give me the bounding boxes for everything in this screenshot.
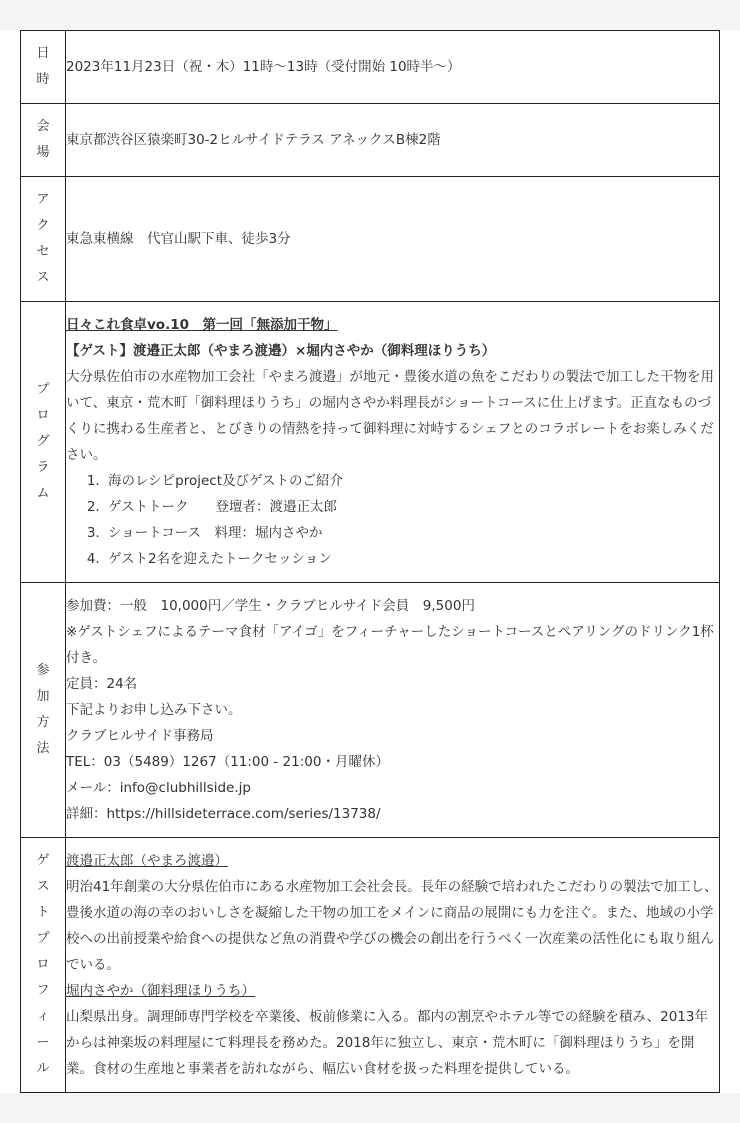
program-title: 日々これ食卓vo.10 第一回「無添加干物」 [66, 317, 338, 333]
guest1-name: 渡邉正太郎（やまろ渡邉） [66, 853, 228, 869]
date-text: 2023年11月23日（祝・木）11時〜13時（受付開始 10時半〜） [66, 31, 720, 104]
list-item: 3. ショートコース 料理：堀内さやか [104, 520, 719, 546]
venue-text: 東京都渋谷区猿楽町30-2ヒルサイドテラス アネックスB棟2階 [66, 104, 720, 177]
program-cell [66, 302, 720, 583]
note-text: ※ゲストシェフによるテーマ食材「アイゴ」をフィーチャーしたショートコースとペアリングのドリンク1杯付き。 [66, 624, 714, 666]
access-text: 東急東横線 代官山駅下車、徒歩3分 [66, 177, 720, 302]
tel-text: TEL：03（5489）1267（11:00 - 21:00・月曜休） [66, 754, 389, 770]
mail-text: メール：info@clubhillside.jp [66, 780, 251, 796]
participation-cell [66, 583, 720, 838]
row-header-venue: 会 場 [21, 104, 66, 177]
guest2-bio: 山梨県出身。調理師専門学校を卒業後、板前修業に入る。都内の割烹やホテル等での経験を積み、2013年からは神楽坂の料理屋にて料理長を務めた。2018年に独立し、東京・荒木町に「御料理ほりうち」を開業。食材の生産地と事業者を訪れながら、幅広い食材を扱った料理を提供している。 [66, 1009, 708, 1077]
program-description: 大分県佐伯市の水産物加工会社「やまろ渡邉」が地元・豊後水道の魚をこだわりの製法で加工した干物を用いて、東京・荒木町「御料理ほりうち」の堀内さやか料理長がショートコースに仕上げます。正直なものづくりに携わる生産者と、とびきりの情熱を持って御料理に対峙するシェフとのコラボレートをお楽しみください。 [66, 369, 714, 463]
profile-cell [66, 838, 720, 1093]
row-header-access: ア ク セ ス [21, 177, 66, 302]
row-header-date: 日 時 [21, 31, 66, 104]
table-row-date [21, 31, 720, 104]
page [0, 30, 740, 1093]
table-row-access [21, 177, 720, 302]
row-header-program: プ ロ グ ラ ム [21, 302, 66, 583]
detail-link[interactable]: 詳細：https://hillsideterrace.com/series/13738/ [66, 806, 381, 822]
row-header-profile: ゲ ス ト プ ロ フ ィ ー ル [21, 838, 66, 1093]
table-row-participation [21, 583, 720, 838]
table-row-profile [21, 838, 720, 1093]
program-guests: 【ゲスト】渡邉正太郎（やまろ渡邉）×堀内さやか（御料理ほりうち） [66, 343, 496, 359]
row-header-participation: 参 加 方 法 [21, 583, 66, 838]
guest1-bio: 明治41年創業の大分県佐伯市にある水産物加工会社会長。長年の経験で培われたこだわりの製法で加工し、豊後水道の海の幸のおいしさを凝縮した干物の加工をメインに商品の展開にも力を注ぐ。また、地域の小学校への出前授業や給食への提供など魚の消費や学びの機会の創出を行うべく一次産業の活性化にも取り組んでいる。 [66, 879, 718, 973]
table-row-program [21, 302, 720, 583]
fee-text: 参加費：一般 10,000円／学生・クラブヒルサイド会員 9,500円 [66, 598, 475, 614]
office-text: クラブヒルサイド事務局 [66, 728, 214, 744]
list-item: 1. 海のレシピproject及びゲストのご紹介 [104, 468, 719, 494]
list-item: 4. ゲスト2名を迎えたトークセッション [104, 546, 719, 572]
event-info-table [20, 30, 720, 1093]
guest2-name: 堀内さやか（御料理ほりうち） [66, 983, 255, 999]
program-list [66, 468, 719, 572]
table-row-venue [21, 104, 720, 177]
list-item: 2. ゲストトーク 登壇者：渡邉正太郎 [104, 494, 719, 520]
apply-text: 下記よりお申し込み下さい。 [66, 702, 242, 718]
capacity-text: 定員：24名 [66, 676, 138, 692]
